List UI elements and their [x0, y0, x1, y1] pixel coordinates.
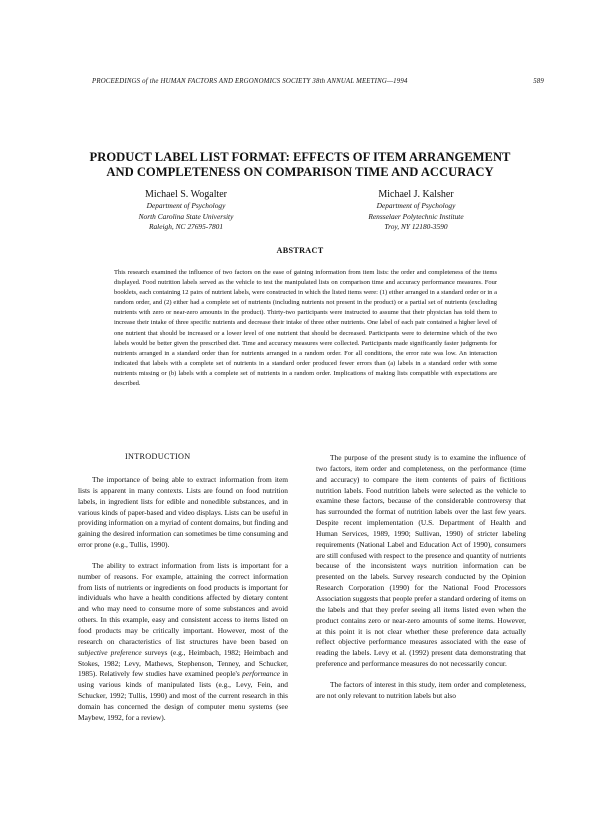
text-run: surveys (e.g., Heimbach, 1982; Heimbach and Stokes, 1982; Levy, Mathews, Stephenson, Tenney, and Schucker, 1985). Relatively few studies have examined people's: [78, 647, 288, 679]
right-column: [316, 453, 526, 702]
author-block: [86, 188, 516, 233]
introduction-heading: INTRODUCTION: [125, 452, 191, 461]
emphasis: performance: [242, 669, 280, 679]
author-department: Department of Psychology: [376, 201, 456, 210]
paragraph: The factors of interest in this study, item order and completeness, are not only relevant to nutrition labels but also: [316, 679, 526, 700]
emphasis: subjective preference: [78, 647, 142, 657]
author-department: Department of Psychology: [146, 201, 226, 210]
running-header: [92, 78, 544, 85]
paragraph: [78, 561, 288, 724]
author-institution: North Carolina State University: [138, 211, 234, 221]
paper-title: [60, 150, 540, 180]
running-title: PROCEEDINGS of the HUMAN FACTORS AND ERGONOMICS SOCIETY 38th ANNUAL MEETING—1994: [92, 78, 408, 85]
abstract-text: This research examined the influence of two factors on the ease of gaining information from item lists: the order and completeness of the items displayed. Food nutrition labels served as the vehicle to test the manipulated lists on comparison time and accuracy performance measures. Four booklets, each containing 12 pairs of nutrient labels, were constructed in which the listed items were: (1) either arranged in a standard order or in a random order, and (2) either had a complete set of nutrients (including nutrients not present in the product) or a partial set of nutrients (excluding nutrients with zero or near-zero amounts in the product). Thirty-two participants were instructed to assume that their physician has told them to increase their intake of three specific nutrients and decrease their intake of three other nutrients. One label of each pair contained a higher level of one nutrient that should be increased or a lower level of one nutrient that should be decreased. Participants were to determine which of the two labels would be better given the prescribed diet. Time and accuracy measures were collected. Participants made significantly faster judgments for nutrients arranged in a standard order than for nutrients arranged in a random order. For all conditions, the error rate was low. An interaction indicated that labels with a complete set of nutrients in a standard order produced fewer errors than (a) labels in a standard order with some nutrients missing or (b) labels with a complete set of nutrients in a random order. Implications of making lists compatible with expectations are described.: [114, 269, 497, 388]
author-name: Michael S. Wogalter: [144, 189, 228, 200]
author-location: Troy, NY 12180-3590: [384, 222, 448, 231]
text-run: The ability to extract information from lists is important for a number of reasons. For example, attaining the correct information from lists of nutrients or ingredients on food products is important for individuals who have a health conditions affected by dietary content and who may need to consume more of some substances and avoid others. In this example, easy and consistent access to items listed on food products may be critically important. However, most of the research on characteristics of list structures have been based on: [78, 560, 288, 646]
title-line-2: AND COMPLETENESS ON COMPARISON TIME AND ACCURACY: [106, 165, 494, 179]
paragraph: The importance of being able to extract information from item lists is apparent in many contexts. Lists are found on food nutrition labels, in ingredient lists for edible and nonedible substances, and in various kinds of paper-based and video displays. Lists can be useful in providing information on a myriad of content domains, but finding and gaining the desired information can sometimes be time consuming and error prone (e.g., Tullis, 1990).: [78, 475, 288, 550]
author-institution: Rensselaer Polytechnic Institute: [368, 211, 464, 221]
author-name: Michael J. Kalsher: [378, 189, 454, 200]
author-location: Raleigh, NC 27695-7801: [148, 222, 224, 231]
page-number: 589: [533, 78, 544, 85]
author-1: [86, 188, 286, 233]
abstract-heading: ABSTRACT: [276, 246, 324, 255]
paragraph: The purpose of the present study is to examine the influence of two factors, item order and completeness, on the performance (time and accuracy) to compare the item contents of pairs of fictitious nutrition labels. Food nutrition labels were selected as the vehicle to examine these factors, because of the considerable controversy that has surrounded the format of nutrition labels over the last few years. Despite recent implementation (U.S. Department of Health and Human Services, 1989, 1990; Sullivan, 1990) of stricter labeling requirements (National Label and Education Act of 1990), consumers are still confused with respect to the presence and quantity of nutrients because of the inconsistent ways nutrition information can be presented on the labels. Survey research conducted by the Opinion Research Corporation (1990) for the National Food Processors Association suggests that people prefer a standard ordering of items on the labels and that they prefer seeing all items listed even when the product contains zero or near-zero amounts of some items. However, at this point it is not clear whether these preference data actually reflect objective performance measures associated with the ease of reading the labels. Levy et al. (1992) present data demonstrating that preference and performance measures do not necessarily concur.: [316, 453, 526, 669]
text-run: in using various kinds of manipulated lists (e.g., Levy, Fein, and Schucker, 1992; Tullis, 1990) and most of the current research in this domain has concerned the design of computer menu systems (see Maybew, 1992, for a review).: [78, 669, 288, 722]
title-line-1: PRODUCT LABEL LIST FORMAT: EFFECTS OF ITEM ARRANGEMENT: [89, 150, 511, 164]
left-column: [78, 475, 288, 724]
author-2: [316, 188, 516, 233]
